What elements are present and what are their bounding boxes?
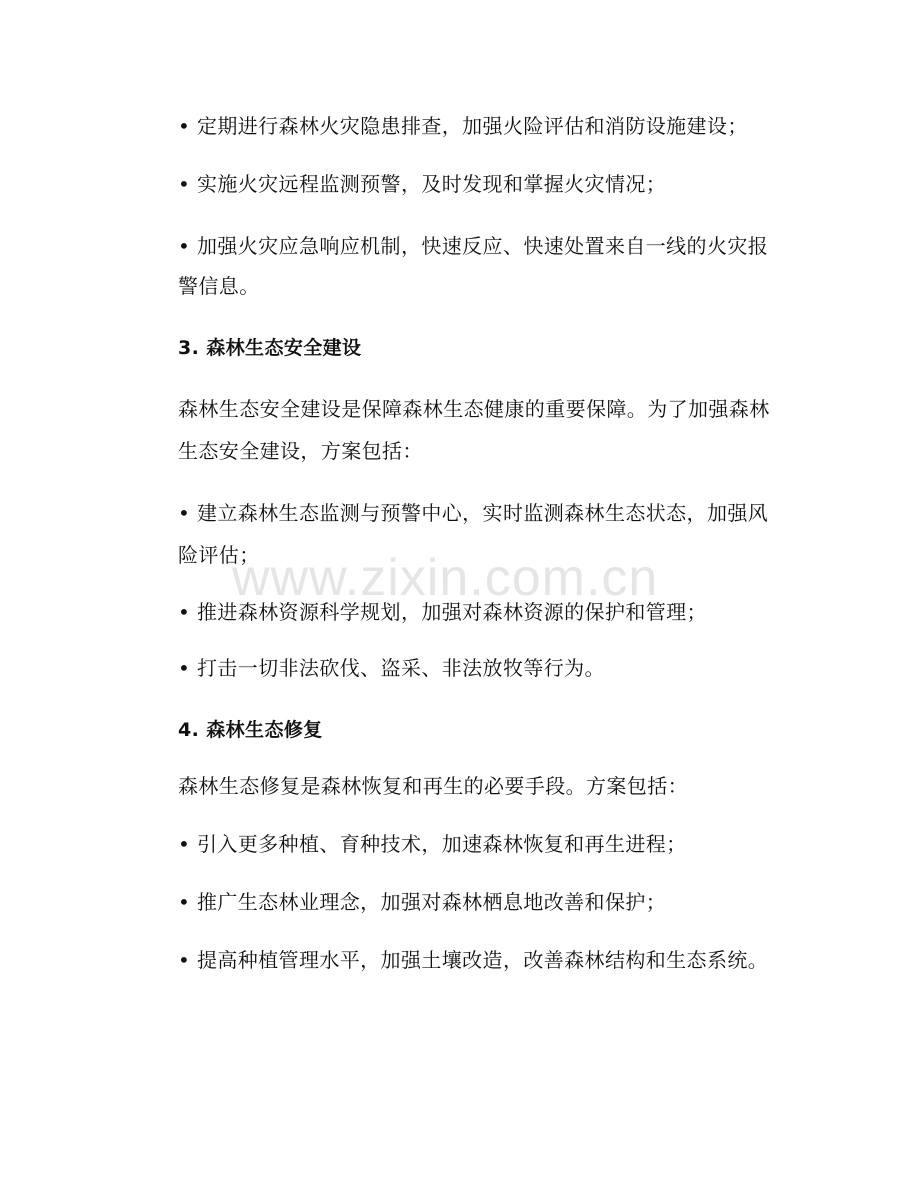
section-4-bullet-2: • 推广生态林业理念，加强对森林栖息地改善和保护； xyxy=(178,890,667,914)
section-3-bullet-3: • 打击一切非法砍伐、盗采、非法放牧等行为。 xyxy=(178,656,605,680)
fire-bullet-1: • 定期进行森林火灾隐患排查，加强火险评估和消防设施建设； xyxy=(178,114,748,138)
section-4-bullet-3: • 提高种植管理水平，加强土壤改造，改善森林结构和生态系统。 xyxy=(178,948,769,972)
section-3-intro: 森林生态安全建设是保障森林生态健康的重要保障。为了加强森林生态安全建设，方案包括： xyxy=(178,397,770,463)
section-4-intro: 森林生态修复是森林恢复和再生的必要手段。方案包括： xyxy=(178,774,688,798)
section-3-bullet-2: • 推进森林资源科学规划，加强对森林资源的保护和管理； xyxy=(178,600,707,624)
section-3-bullet-1: • 建立森林生态监测与预警中心，实时监测森林生态状态，加强风险评估； xyxy=(178,501,769,567)
fire-bullet-2: • 实施火灾远程监测预警，及时发现和掌握火灾情况； xyxy=(178,172,667,196)
section-4-bullet-1: • 引入更多种植、育种技术，加速森林恢复和再生进程； xyxy=(178,832,687,856)
section-4-heading: 4. 森林生态修复 xyxy=(178,719,323,741)
fire-bullet-3: • 加强火灾应急响应机制，快速反应、快速处置来自一线的火灾报警信息。 xyxy=(178,234,769,298)
section-3-heading: 3. 森林生态安全建设 xyxy=(178,337,362,359)
watermark: www.zixin.com.cn xyxy=(232,549,659,607)
